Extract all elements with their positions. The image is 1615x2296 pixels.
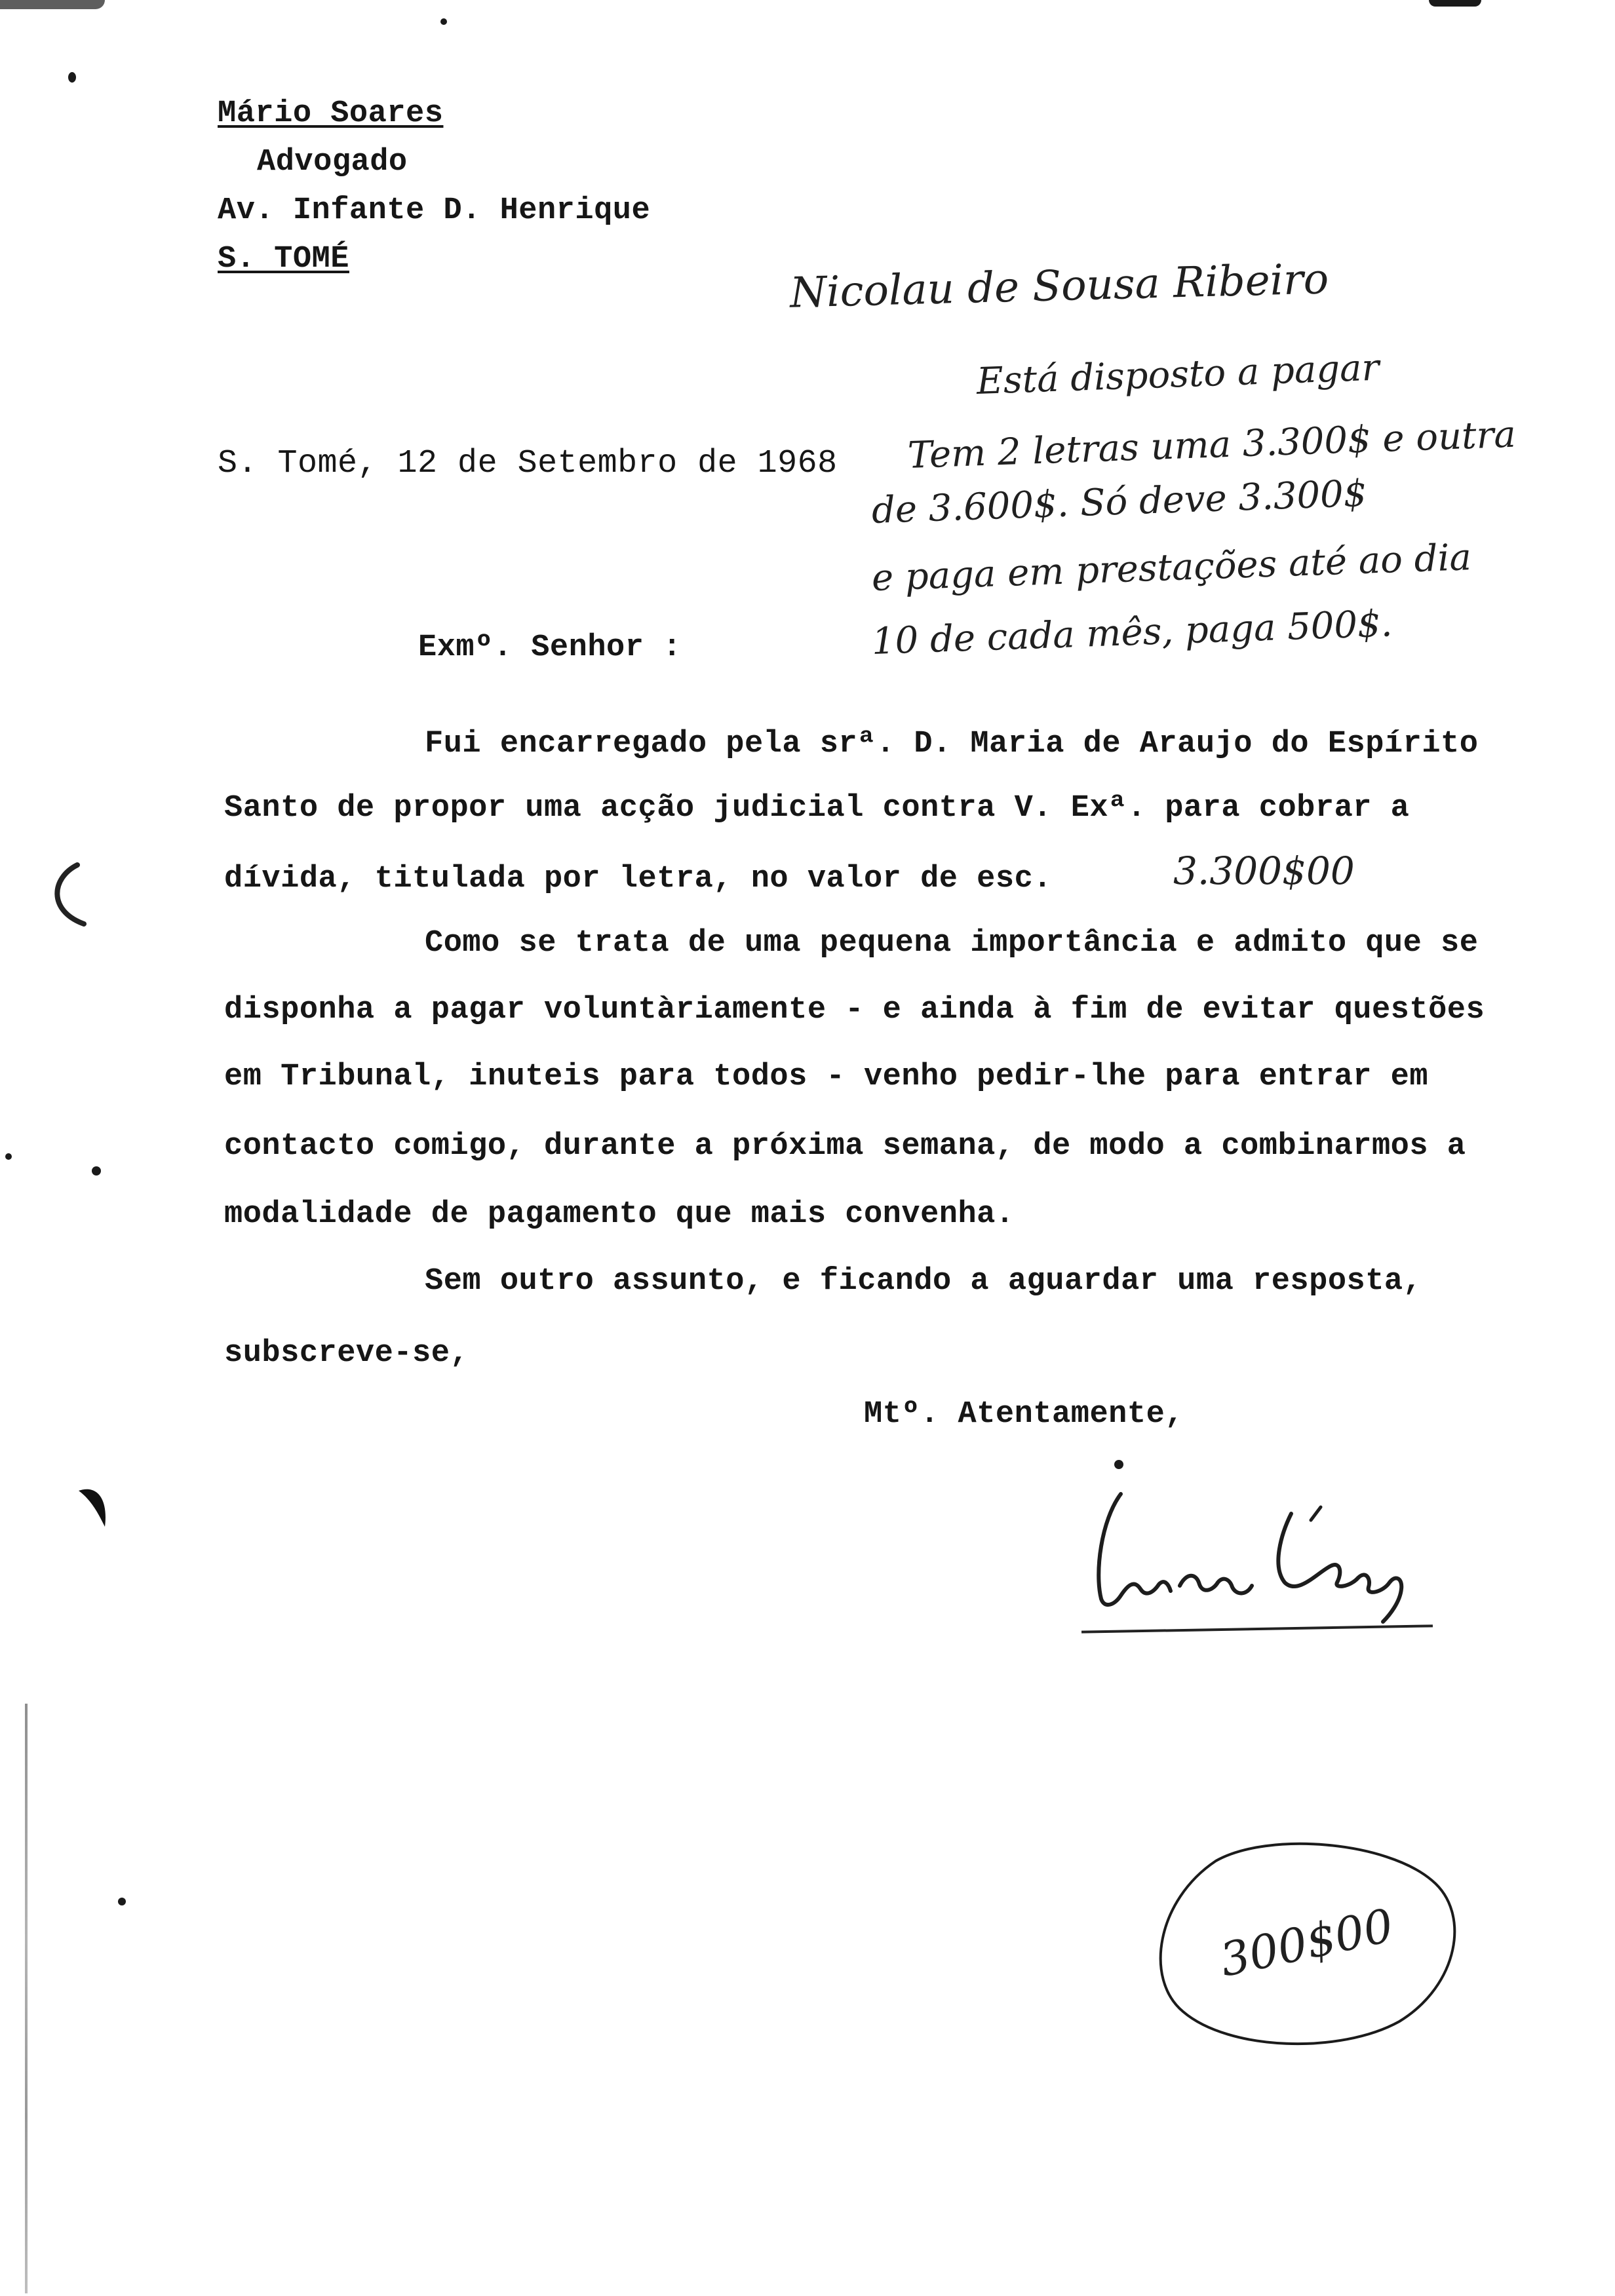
scan-speck bbox=[0, 0, 105, 9]
handwritten-amount: 3.300$00 bbox=[1173, 849, 1355, 893]
scan-edge-shadow bbox=[25, 1704, 28, 2293]
body-line-1: Fui encarregado pela srª. D. Maria de Araujo do Espírito bbox=[425, 727, 1479, 761]
salutation: Exmº. Senhor : bbox=[418, 630, 682, 665]
signature-underline bbox=[1081, 1624, 1433, 1633]
body-line-2: Santo de propor uma acção judicial contra V. Exª. para cobrar a bbox=[224, 791, 1410, 826]
handwritten-note-line-3: de 3.600$. Só deve 3.300$ bbox=[870, 472, 1368, 532]
body-line-10: subscreve-se, bbox=[224, 1336, 469, 1371]
body-line-7: contacto comigo, durante a próxima semana, de modo a combinarmos a bbox=[224, 1129, 1466, 1164]
body-line-9: Sem outro assunto, e ficando a aguardar uma resposta, bbox=[425, 1264, 1422, 1299]
scan-speck bbox=[68, 72, 76, 83]
handwritten-note-line-5: 10 de cada mês, paga 500$. bbox=[870, 602, 1393, 663]
handwritten-recipient: Nicolau de Sousa Ribeiro bbox=[789, 255, 1330, 318]
body-line-8: modalidade de pagamento que mais convenha. bbox=[224, 1197, 1015, 1232]
body-line-3: dívida, titulada por letra, no valor de esc. bbox=[224, 862, 1053, 896]
body-line-6: em Tribunal, inuteis para todos - venho pedir-lhe para entrar em bbox=[224, 1060, 1429, 1094]
scan-mark-curve bbox=[38, 858, 97, 930]
closing: Mtº. Atentamente, bbox=[864, 1397, 1184, 1432]
handwritten-signature bbox=[1075, 1474, 1442, 1625]
letterhead-name: Mário Soares bbox=[218, 96, 444, 131]
handwritten-note-line-4: e paga em prestações até ao dia bbox=[870, 536, 1472, 600]
date-line: S. Tomé, 12 de Setembro de 1968 bbox=[218, 445, 838, 482]
letterhead-city: S. TOMÉ bbox=[218, 242, 349, 277]
scan-speck bbox=[118, 1898, 126, 1905]
scan-mark-blot bbox=[72, 1481, 118, 1533]
stamp-value: 300$00 bbox=[1215, 1898, 1398, 1987]
letterhead-street: Av. Infante D. Henrique bbox=[218, 193, 651, 228]
scan-speck bbox=[92, 1166, 101, 1176]
handwritten-note-line-2: Tem 2 letras uma 3.300$ e outra bbox=[906, 413, 1517, 477]
scan-speck bbox=[1114, 1460, 1123, 1469]
handwritten-note-line-1: Está disposto a pagar bbox=[975, 346, 1380, 403]
scan-speck bbox=[1429, 0, 1481, 7]
body-line-5: disponha a pagar voluntàriamente - e ainda à fim de evitar questões bbox=[224, 993, 1485, 1027]
body-line-4: Como se trata de uma pequena importância e admito que se bbox=[425, 926, 1479, 961]
letterhead-profession: Advogado bbox=[257, 145, 408, 180]
scan-speck bbox=[5, 1153, 12, 1160]
scan-speck bbox=[440, 18, 447, 25]
